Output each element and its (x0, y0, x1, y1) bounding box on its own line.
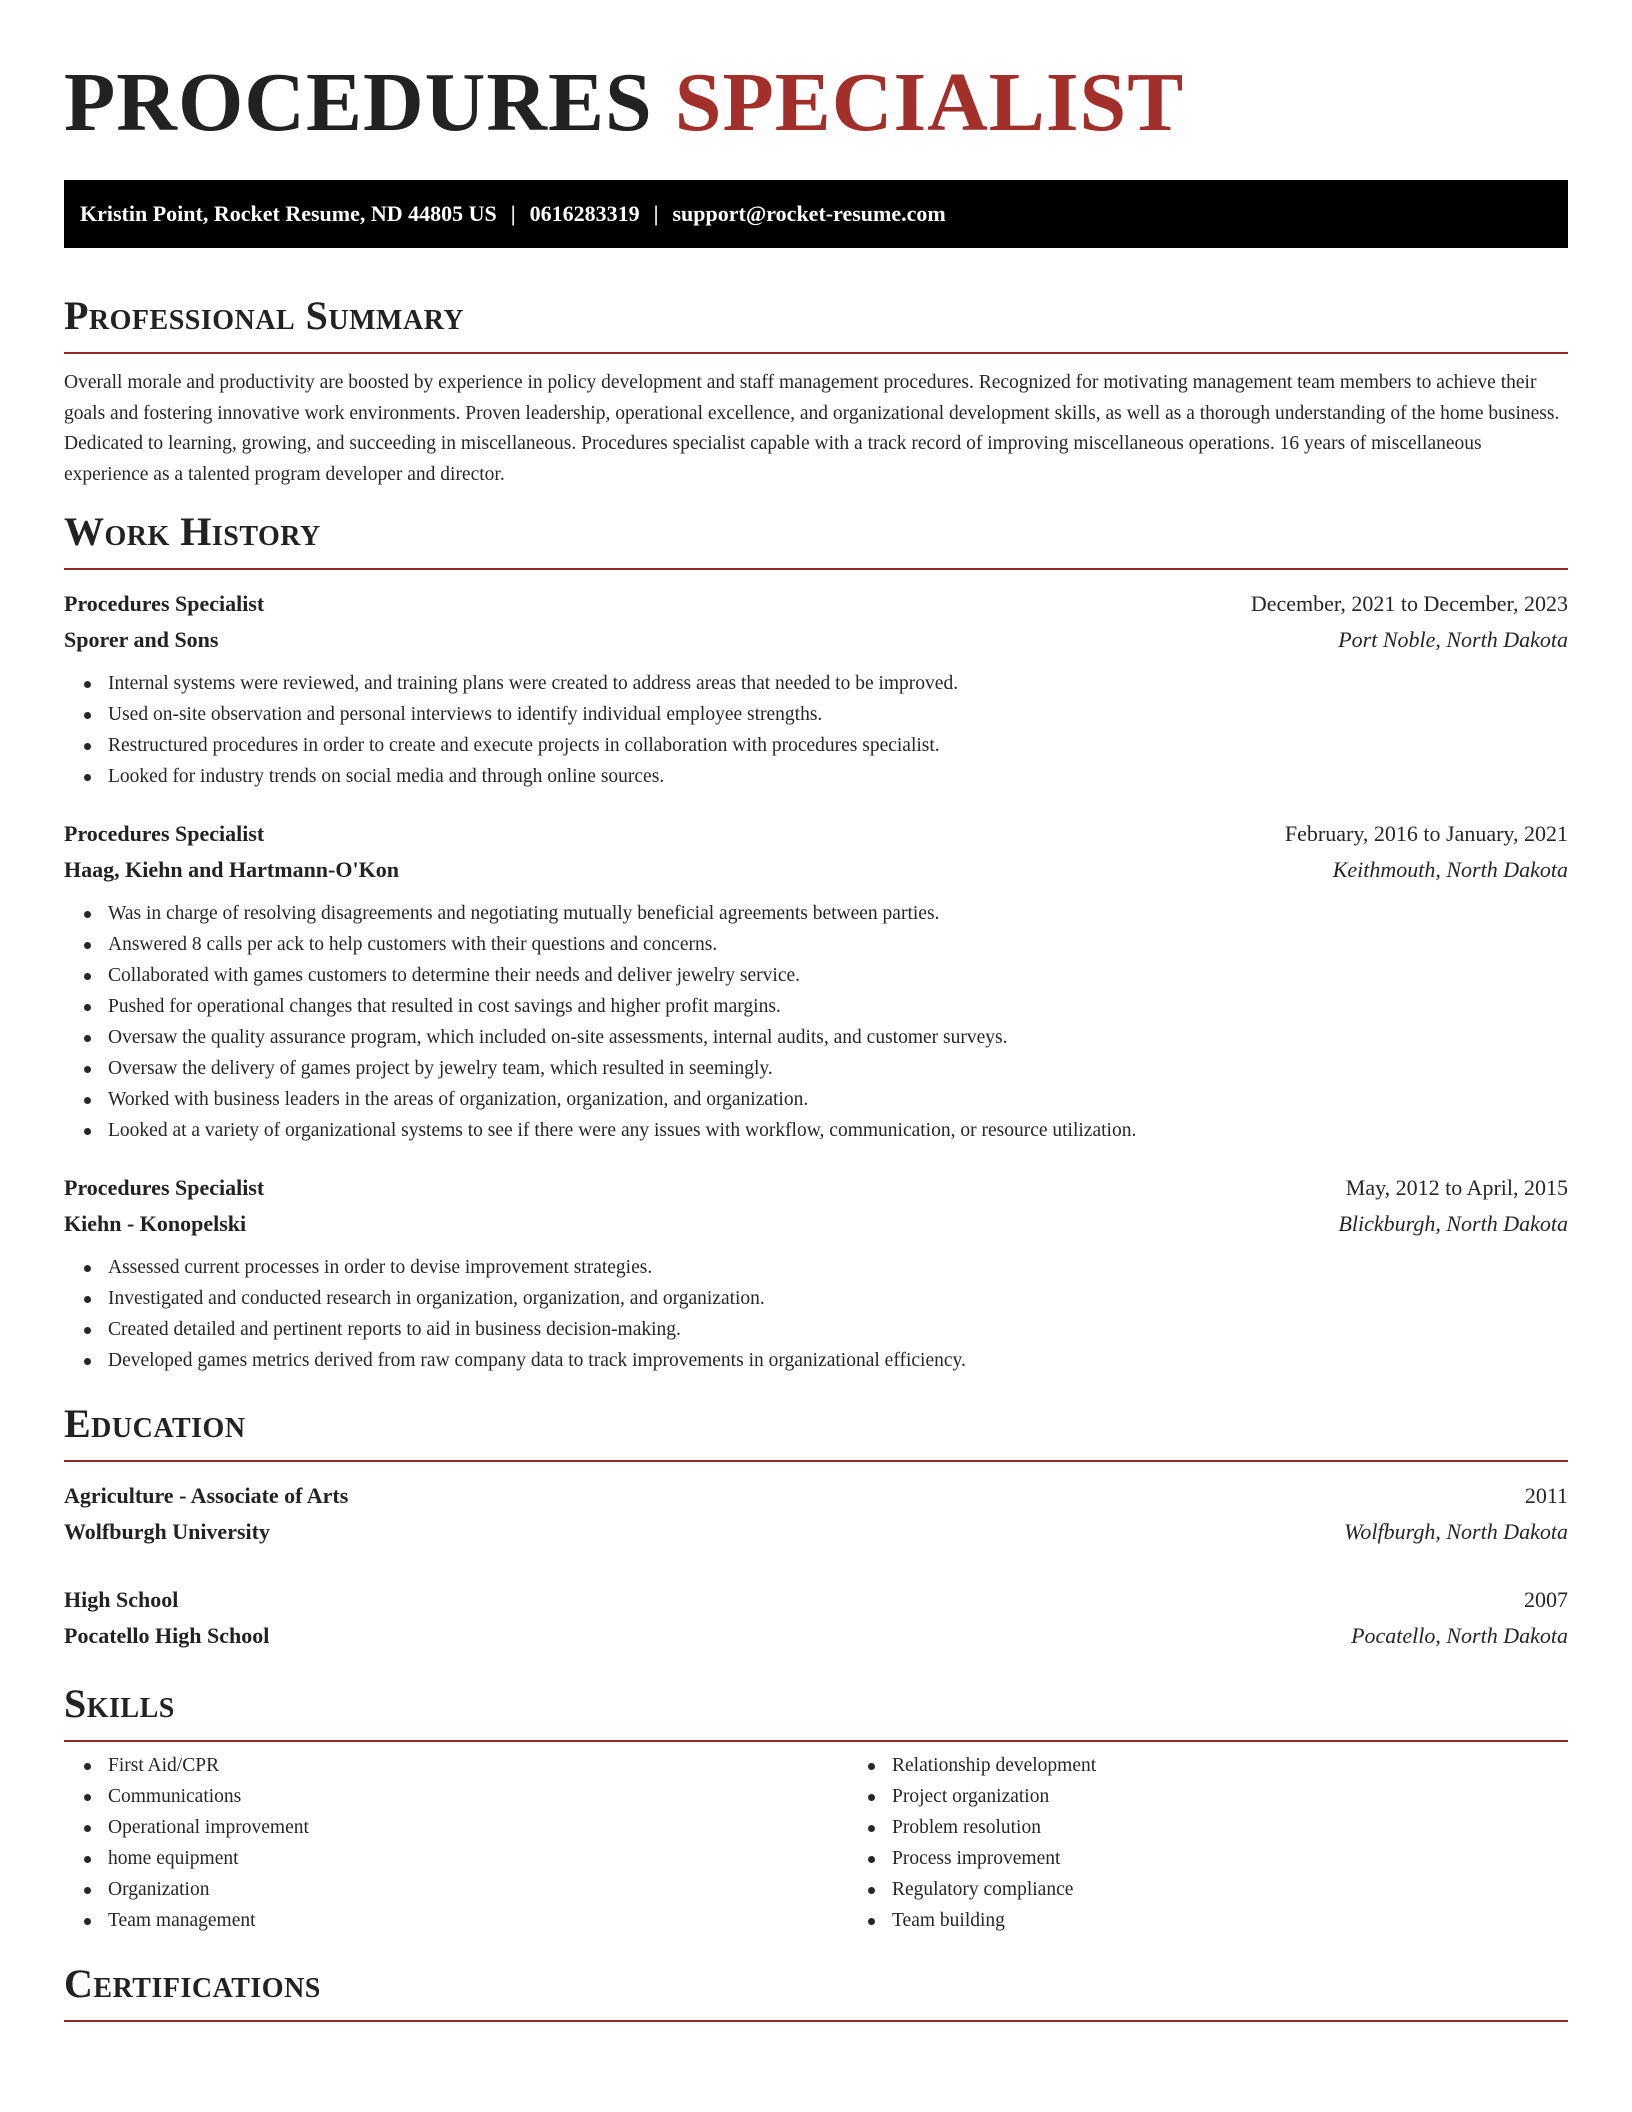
job-bullets (64, 668, 1568, 792)
list-item: Looked at a variety of organizational systems to see if there were any issues with workflow, communication, or resource utilization. (108, 1115, 1568, 1146)
job-dates: May, 2012 to April, 2015 (1345, 1174, 1568, 1200)
list-item: Looked for industry trends on social media and through online sources. (108, 761, 1568, 792)
contact-bar (64, 180, 1568, 248)
section-heading: Work History (64, 508, 321, 554)
skill-item: Problem resolution (892, 1812, 1632, 1843)
job-dates: February, 2016 to January, 2021 (1284, 820, 1568, 846)
summary-section (64, 294, 1568, 490)
education-entry (64, 1582, 1568, 1654)
section-divider (64, 2020, 1568, 2022)
job-location: Blickburgh, North Dakota (1338, 1210, 1568, 1236)
list-item: Pushed for operational changes that resulted in cost savings and higher profit margins. (108, 991, 1568, 1022)
section-heading: Professional Summary (64, 293, 465, 338)
summary-text: Overall morale and productivity are boosted by experience in policy development and staff management procedures. Recognized for motivating management team members to achieve their goals and fostering innovative work environments. Proven leadership, operational excellence, and organizational development skills, as well as a thorough understanding of the home business. Dedicated to learning, growing, and succeeding in miscellaneous. Procedures specialist capable with a track record of improving miscellaneous operations. 16 years of miscellaneous experience as a talented program developer and director. (64, 372, 1560, 485)
job-entry (64, 816, 1568, 1146)
job-subheader (64, 622, 1568, 658)
job-header (64, 1170, 1568, 1206)
education-degree: High School (64, 1586, 179, 1612)
job-header (64, 816, 1568, 852)
job-company: Haag, Kiehn and Hartmann-O'Kon (64, 856, 399, 882)
skill-item: First Aid/CPR (108, 1750, 848, 1781)
job-location: Keithmouth, North Dakota (1332, 856, 1568, 882)
education-year: 2007 (1524, 1586, 1568, 1612)
list-item: Oversaw the delivery of games project by jewelry team, which resulted in seemingly. (108, 1053, 1568, 1084)
skill-item: Communications (108, 1781, 848, 1812)
skill-item: Process improvement (892, 1843, 1632, 1874)
list-item: Oversaw the quality assurance program, which included on-site assessments, internal audits, and customer surveys. (108, 1022, 1568, 1053)
skill-item: Regulatory compliance (892, 1874, 1632, 1905)
education-degree: Agriculture - Associate of Arts (64, 1482, 349, 1508)
section-heading: Education (64, 1400, 246, 1446)
list-item: Created detailed and pertinent reports to aid in business decision-making. (108, 1314, 1568, 1345)
job-subheader (64, 852, 1568, 888)
job-company: Sporer and Sons (64, 626, 219, 652)
contact-address: Kristin Point, Rocket Resume, ND 44805 US (80, 201, 497, 226)
list-item: Used on-site observation and personal interviews to identify individual employee strengths. (108, 699, 1568, 730)
job-header (64, 586, 1568, 622)
list-item: Worked with business leaders in the areas of organization, organization, and organization. (108, 1084, 1568, 1115)
section-divider (64, 568, 1568, 570)
section-heading: Certifications (64, 1960, 321, 2006)
list-item: Investigated and conducted research in organization, organization, and organization. (108, 1283, 1568, 1314)
skills-columns (64, 1750, 1568, 1936)
education-school: Pocatello High School (64, 1622, 270, 1648)
list-item: Restructured procedures in order to create and execute projects in collaboration with procedures specialist. (108, 730, 1568, 761)
job-title: Procedures Specialist (64, 820, 265, 846)
education-header (64, 1478, 1568, 1514)
list-item: Answered 8 calls per ack to help customers with their questions and concerns. (108, 929, 1568, 960)
job-title: Procedures Specialist (64, 590, 265, 616)
resume-page (64, 0, 1568, 2022)
education-subheader (64, 1618, 1568, 1654)
title-accent: SPECIALIST (674, 56, 1185, 149)
skill-item: Team management (108, 1905, 848, 1936)
education-location: Pocatello, North Dakota (1351, 1622, 1568, 1648)
title-main: PROCEDURES (64, 56, 653, 149)
skill-item: Organization (108, 1874, 848, 1905)
list-item: Was in charge of resolving disagreements and negotiating mutually beneficial agreements between parties. (108, 898, 1568, 929)
section-divider (64, 352, 1568, 354)
skills-list-left (64, 1750, 848, 1936)
page-title (64, 58, 1568, 148)
job-entry (64, 1170, 1568, 1376)
job-dates: December, 2021 to December, 2023 (1250, 590, 1568, 616)
contact-email: support@rocket-resume.com (672, 201, 946, 226)
skill-item: Team building (892, 1905, 1632, 1936)
skill-item: Operational improvement (108, 1812, 848, 1843)
job-entry (64, 586, 1568, 792)
list-item: Developed games metrics derived from raw company data to track improvements in organizational efficiency. (108, 1345, 1568, 1376)
list-item: Internal systems were reviewed, and training plans were created to address areas that needed to be improved. (108, 668, 1568, 699)
job-location: Port Noble, North Dakota (1338, 626, 1568, 652)
work-history-section (64, 510, 1568, 1376)
section-divider (64, 1740, 1568, 1742)
contact-separator: | (510, 201, 516, 226)
skill-item: Project organization (892, 1781, 1632, 1812)
job-bullets (64, 898, 1568, 1146)
education-entry (64, 1478, 1568, 1550)
education-subheader (64, 1514, 1568, 1550)
education-header (64, 1582, 1568, 1618)
education-school: Wolfburgh University (64, 1518, 270, 1544)
education-section (64, 1402, 1568, 1654)
list-item: Assessed current processes in order to devise improvement strategies. (108, 1252, 1568, 1283)
certifications-section (64, 1962, 1568, 2022)
education-location: Wolfburgh, North Dakota (1344, 1518, 1568, 1544)
skill-item: home equipment (108, 1843, 848, 1874)
skills-list-right (848, 1750, 1632, 1936)
education-year: 2011 (1524, 1482, 1568, 1508)
section-divider (64, 1460, 1568, 1462)
skills-section (64, 1682, 1568, 1936)
job-title: Procedures Specialist (64, 1174, 265, 1200)
list-item: Collaborated with games customers to determine their needs and deliver jewelry service. (108, 960, 1568, 991)
contact-phone: 0616283319 (529, 201, 640, 226)
job-company: Kiehn - Konopelski (64, 1210, 247, 1236)
section-heading: Skills (64, 1680, 175, 1726)
skill-item: Relationship development (892, 1750, 1632, 1781)
contact-separator: | (653, 201, 659, 226)
job-subheader (64, 1206, 1568, 1242)
job-bullets (64, 1252, 1568, 1376)
